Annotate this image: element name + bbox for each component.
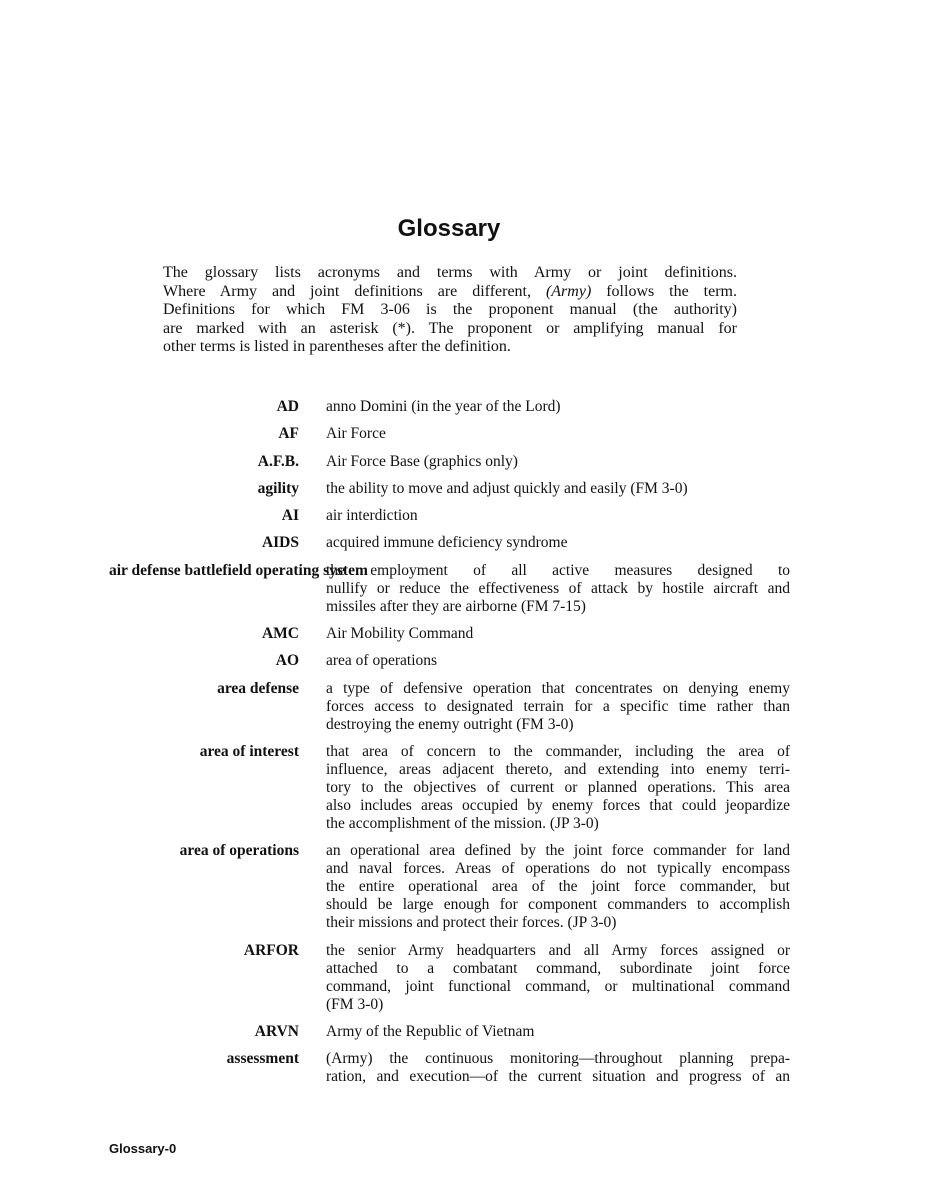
intro-line: The glossary lists acronyms and terms with Army or joint definitions. — [163, 264, 737, 281]
definition-line: a type of defensive operation that concentrates on denying enemy — [326, 679, 790, 697]
definition-line: that area of concern to the commander, including the area of — [326, 742, 790, 760]
glossary-term: area of interest — [199, 742, 299, 760]
glossary-entry — [0, 652, 926, 670]
glossary-entry — [0, 398, 926, 416]
definition-line: tory to the objectives of current or planned operations. This area — [326, 778, 790, 796]
glossary-term: AMC — [261, 625, 299, 643]
glossary-term: A.F.B. — [257, 452, 299, 470]
glossary-entry — [0, 680, 926, 734]
intro-text: Where Army and joint definitions are different, — [163, 282, 546, 300]
glossary-definition — [326, 507, 790, 525]
glossary-term: assessment — [226, 1050, 299, 1068]
definition-line: command, joint functional command, or multinational command — [326, 977, 790, 995]
glossary-term: area defense — [217, 679, 299, 697]
glossary-term: agility — [257, 479, 299, 497]
glossary-entry — [0, 534, 926, 552]
definition-line: also includes areas occupied by enemy forces that could jeopardize — [326, 796, 790, 814]
glossary-definition — [326, 453, 790, 471]
intro-line: other terms is listed in parentheses after the definition. — [163, 338, 511, 355]
glossary-definition — [326, 652, 790, 670]
glossary-entry — [0, 480, 926, 498]
glossary-definition — [326, 942, 790, 1014]
glossary-entry — [0, 1023, 926, 1041]
intro-text: follows the term. — [591, 282, 737, 300]
definition-line: air interdiction — [326, 507, 418, 525]
definition-line: Air Force Base (graphics only) — [326, 452, 518, 470]
definition-line: missiles after they are airborne (FM 7-15) — [326, 597, 586, 615]
intro-line: are marked with an asterisk (*). The proponent or amplifying manual for — [163, 319, 737, 337]
glossary-definition — [326, 680, 790, 734]
page-title: Glossary — [397, 215, 501, 242]
definition-line: the employment of all active measures designed to — [326, 561, 790, 579]
intro-italic-text: (Army) — [545, 282, 592, 300]
definition-line: and naval forces. Areas of operations do not typically encompass — [326, 860, 790, 878]
definition-line: the accomplishment of the mission. (JP 3-0) — [326, 814, 599, 832]
definition-line: Army of the Republic of Vietnam — [326, 1022, 535, 1040]
glossary-term: ARVN — [254, 1022, 299, 1040]
definition-line: forces access to designated terrain for a specific time rather than — [326, 697, 790, 715]
definition-line: Air Mobility Command — [326, 625, 474, 643]
definition-line: Air Force — [326, 425, 386, 443]
glossary-term: AF — [278, 425, 299, 443]
definition-line: their missions and protect their forces. (JP 3-0) — [326, 914, 617, 932]
glossary-entry — [0, 453, 926, 471]
glossary-definition — [326, 534, 790, 552]
glossary-definition — [326, 425, 790, 443]
definition-line: area of operations — [326, 652, 438, 670]
glossary-term: AIDS — [261, 534, 299, 552]
definition-line: anno Domini (in the year of the Lord) — [326, 398, 561, 415]
glossary-term: AO — [275, 652, 299, 670]
glossary-definition — [326, 1050, 790, 1086]
glossary-entry — [0, 425, 926, 443]
glossary-definition — [326, 480, 790, 498]
definition-line: should be large enough for component commanders to accomplish — [326, 896, 790, 914]
glossary-term: air defense battlefield operating system — [109, 561, 368, 579]
intro-paragraph — [163, 264, 737, 357]
definition-line: acquired immune deficiency syndrome — [326, 534, 568, 552]
glossary-entry — [0, 1050, 926, 1086]
glossary-definition — [326, 398, 790, 416]
definition-line: the ability to move and adjust quickly and easily (FM 3-0) — [326, 479, 688, 497]
glossary-entry — [0, 507, 926, 525]
glossary-entry — [0, 562, 926, 616]
glossary-definition — [326, 743, 790, 833]
intro-line: Definitions for which FM 3-06 is the proponent manual (the authority) — [163, 301, 737, 318]
glossary-entry — [0, 842, 926, 932]
definition-line: nullify or reduce the effectiveness of attack by hostile aircraft and — [326, 579, 790, 597]
definition-line: (Army) the continuous monitoring—throughout planning prepa- — [326, 1050, 790, 1068]
definition-line: (FM 3-0) — [326, 995, 384, 1013]
definition-line: destroying the enemy outright (FM 3-0) — [326, 715, 574, 733]
definition-line: attached to a combatant command, subordinate joint force — [326, 959, 790, 977]
glossary-list — [0, 398, 926, 1095]
glossary-term: ARFOR — [243, 941, 299, 959]
definition-line: influence, areas adjacent thereto, and extending into enemy terri- — [326, 760, 790, 778]
glossary-definition — [326, 1023, 790, 1041]
definition-line: the entire operational area of the joint force commander, but — [326, 878, 790, 896]
glossary-entry — [0, 942, 926, 1014]
glossary-entry — [0, 743, 926, 833]
intro-line — [163, 283, 737, 302]
page-footer: Glossary-0 — [109, 1141, 177, 1156]
definition-line: an operational area defined by the joint force commander for land — [326, 842, 790, 860]
glossary-term: area of operations — [179, 842, 299, 860]
glossary-term: AD — [276, 398, 299, 415]
glossary-entry — [0, 625, 926, 643]
glossary-definition — [326, 562, 790, 616]
glossary-definition — [326, 625, 790, 643]
glossary-term: AI — [281, 507, 299, 525]
definition-line: the senior Army headquarters and all Army forces assigned or — [326, 941, 790, 959]
glossary-definition — [326, 842, 790, 932]
definition-line: ration, and execution—of the current situation and progress of an — [326, 1068, 790, 1086]
